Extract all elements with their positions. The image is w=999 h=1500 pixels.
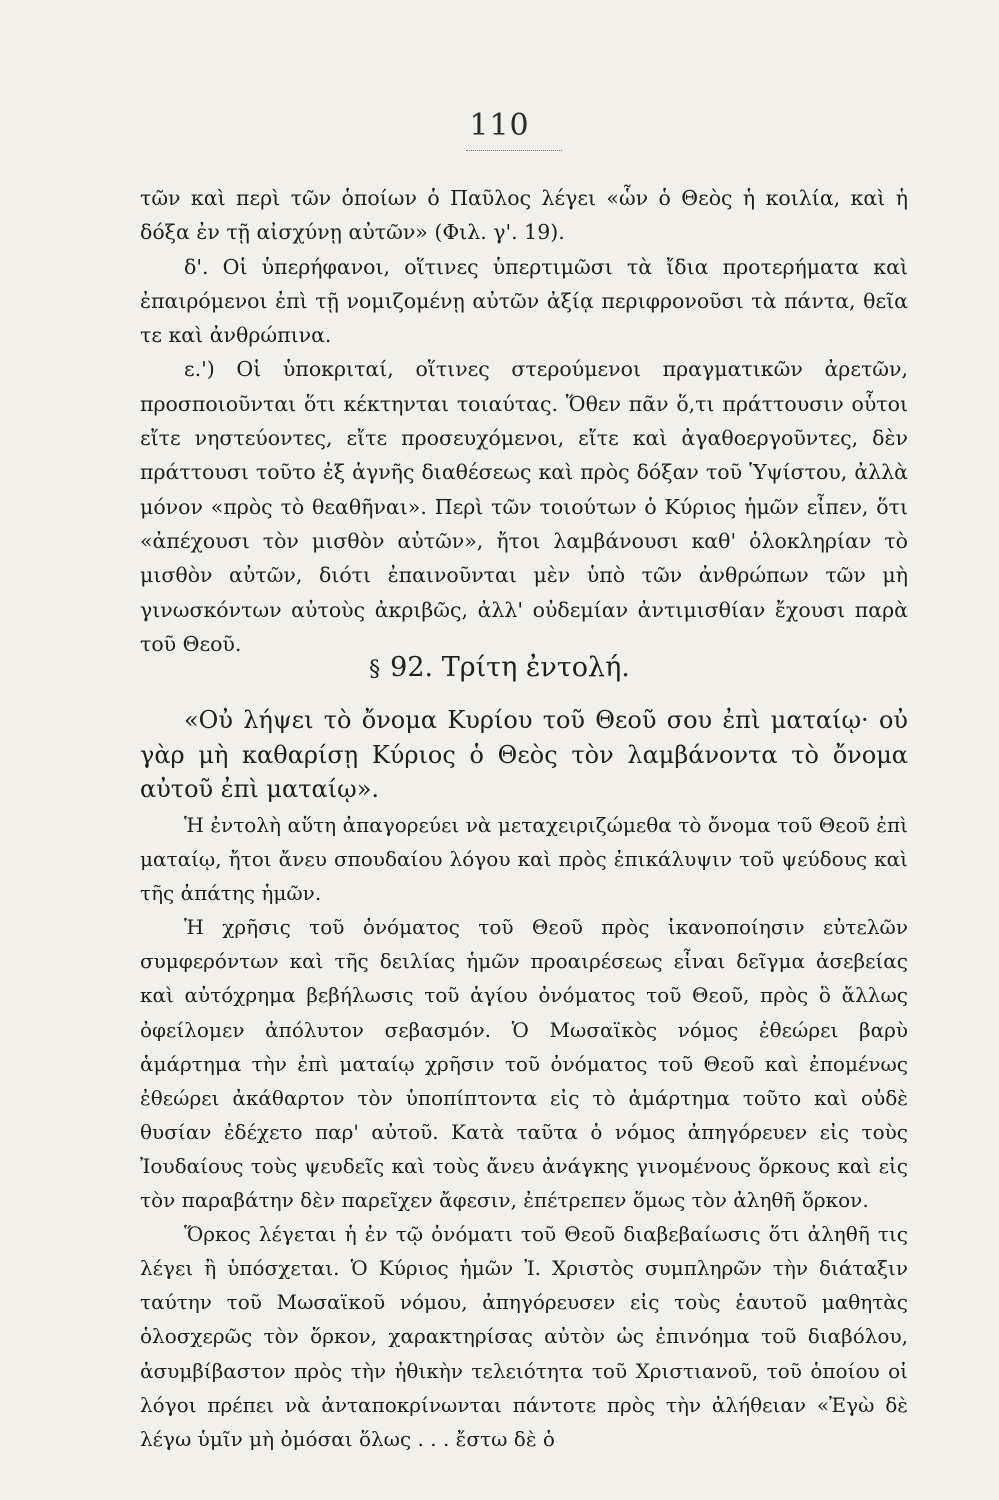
commandment-quote [140, 703, 908, 807]
section-heading [0, 652, 999, 683]
section-title: 92. Τρίτη ἐντολή. [390, 652, 630, 683]
paragraph: Ἡ ἐντολὴ αὕτη ἀπαγορεύει νὰ μεταχειριζώμεθα τὸ ὄνομα τοῦ Θεοῦ ἐπὶ ματαίῳ, ἤτοι ἄνευ σπουδαίου λόγου καὶ πρὸς ἐπικάλυψιν τοῦ ψεύδους καὶ τῆς ἀπάτης ἡμῶν. [140, 813, 908, 906]
section-symbol: § [369, 657, 381, 682]
paragraph: τῶν καὶ περὶ τῶν ὁποίων ὁ Παῦλος λέγει «ὧν ὁ Θεὸς ἡ κοιλία, καὶ ἡ δόξα ἐν τῇ αἰσχύνῃ αὐτῶν» (Φιλ. γ'. 19). [140, 186, 908, 245]
paragraph: δ'. Οἱ ὑπερήφανοι, οἵτινες ὑπερτιμῶσι τὰ ἴδια προτερήματα καὶ ἐπαιρόμενοι ἐπὶ τῇ νομιζομένῃ αὐτῶν ἀξίᾳ περιφρονοῦσι τὰ πάντα, θεῖα τε καὶ ἀνθρώπινα. [140, 254, 908, 348]
commandment-text: «Οὐ λήψει τὸ ὄνομα Κυρίου τοῦ Θεοῦ σου ἐπὶ ματαίῳ· οὐ γὰρ μὴ καθαρίσῃ Κύριος ὁ Θεὸς τὸν λαμβάνοντα τὸ ὄνομα αὐτοῦ ἐπὶ ματαίῳ». [140, 706, 908, 803]
paragraph: Ἡ χρῆσις τοῦ ὀνόματος τοῦ Θεοῦ πρὸς ἱκανοποίησιν εὐτελῶν συμφερόντων καὶ τῆς δειλίας ἡμῶν προαιρέσεως εἶναι δεῖγμα ἀσεβείας καὶ αὐτόχρημα βεβήλωσις τοῦ ἁγίου ὀνόματος τοῦ Θεοῦ, πρὸς ὃ ἄλλως ὀφείλομεν ἀπόλυτον σεβασμόν. Ὁ Μωσαϊκὸς νόμος ἐθεώρει βαρὺ ἁμάρτημα τὴν ἐπὶ ματαίῳ χρῆσιν τοῦ ὀνόματος τοῦ Θεοῦ καὶ ἐπομένως ἐθεώρει ἀκάθαρτον τὸν ὑποπίπτοντα εἰς τὸ ἁμάρτημα τοῦτο καὶ οὐδὲ θυσίαν ἐδέχετο παρ' αὐτοῦ. Κατὰ ταῦτα ὁ νόμος ἀπηγόρευεν εἰς τοὺς Ἰουδαίους τοὺς ψευδεῖς καὶ τοὺς ἄνευ ἀνάγκης γινομένους ὅρκους καὶ εἰς τὸν παραβάτην δὲν παρεῖχεν ἄφεσιν, ἐπέτρεπεν ὅμως τὸν ἀληθῆ ὅρκον. [140, 915, 908, 1213]
page-number: 110 [469, 108, 530, 143]
text-block-top [140, 181, 908, 661]
page-number-rule [466, 150, 562, 151]
text-block-bottom [140, 808, 908, 1456]
paragraph: ε.') Οἱ ὑποκριταί, οἵτινες στερούμενοι πραγματικῶν ἀρετῶν, προσποιοῦνται ὅτι κέκτηνται τοιαύτας. Ὅθεν πᾶν ὅ,τι πράττουσιν οὗτοι εἴτε νηστεύοντες, εἴτε προσευχόμενοι, εἴτε καὶ ἀγαθοεργοῦντες, δὲν πράττουσι τοῦτο ἐξ ἁγνῆς διαθέσεως καὶ πρὸς δόξαν τοῦ Ὑψίστου, ἀλλὰ μόνον «πρὸς τὸ θεαθῆναι». Περὶ τῶν τοιούτων ὁ Κύριος ἡμῶν εἶπεν, ὅτι «ἀπέχουσι τὸν μισθὸν αὐτῶν», ἤτοι λαμβάνουσι καθ' ὁλοκληρίαν τὸ μισθὸν αὐτῶν, διότι ἐπαινοῦνται μὲν ὑπὸ τῶν ἀνθρώπων τῶν μὴ γινωσκόντων αὐτοὺς ἀκριβῶς, ἀλλ' οὐδεμίαν ἀντιμισθίαν ἔχουσι παρὰ τοῦ Θεοῦ. [140, 357, 908, 656]
paragraph: Ὅρκος λέγεται ἡ ἐν τῷ ὀνόματι τοῦ Θεοῦ διαβεβαίωσις ὅτι ἀληθῆ τις λέγει ἢ ὑπόσχεται. Ὁ Κύριος ἡμῶν Ἰ. Χριστὸς συμπληρῶν τὴν διάταξιν ταύτην τοῦ Μωσαϊκοῦ νόμου, ἀπηγόρευσεν εἰς τοὺς ἑαυτοῦ μαθητὰς ὁλοσχερῶς τὸν ὅρκον, χαρακτηρίσας αὐτὸν ὡς ἐπινόημα τοῦ διαβόλου, ἀσυμβίβαστον πρὸς τὴν ἠθικὴν τελειότητα τοῦ Χριστιανοῦ, τοῦ ὁποίου οἱ λόγοι πρέπει νὰ ἀνταποκρίνωνται πάντοτε πρὸς τὴν ἀλήθειαν «Ἐγὼ δὲ λέγω ὑμῖν μὴ ὀμόσαι ὅλως . . . ἔστω δὲ ὁ [140, 1222, 908, 1451]
